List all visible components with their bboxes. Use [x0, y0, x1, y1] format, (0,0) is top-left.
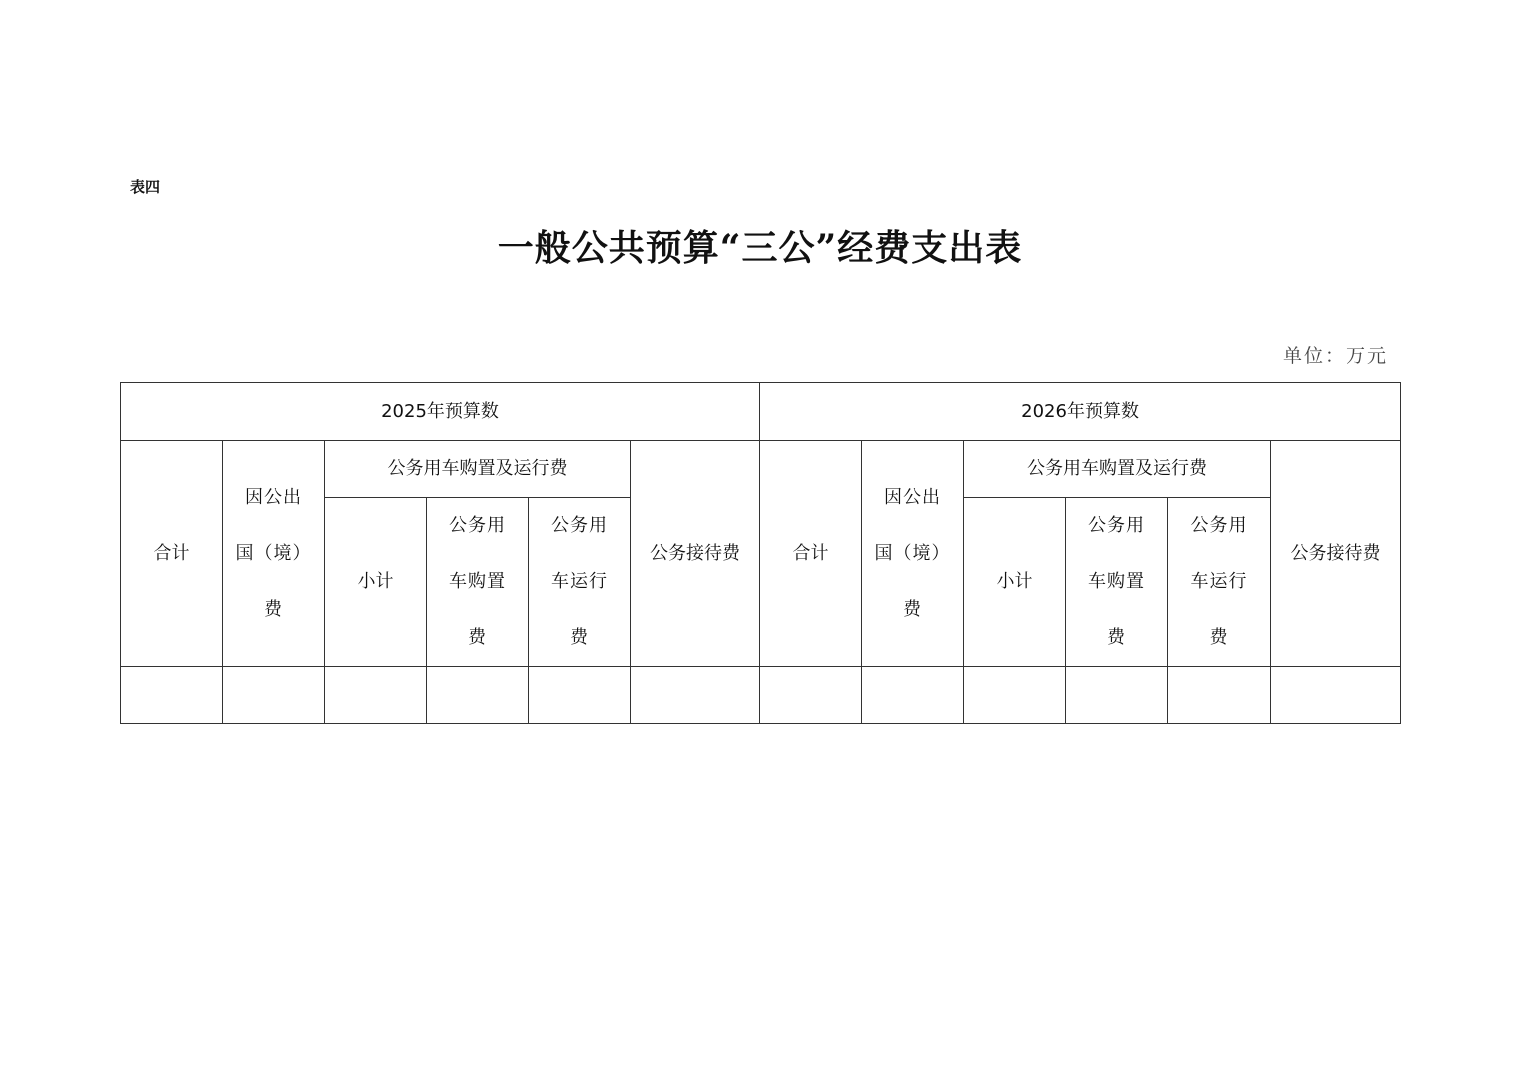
- header-abroad-line: 因公出: [884, 486, 942, 508]
- document-title: 一般公共预算“三公”经费支出表: [497, 227, 1023, 269]
- data-cell: [325, 667, 427, 724]
- header-vehicle-operation: [529, 498, 631, 667]
- header-vehicle-operation-line: 公务用: [1190, 515, 1248, 536]
- data-cell: [1271, 667, 1401, 724]
- data-cell: [529, 667, 631, 724]
- header-abroad-line: 国（境）: [874, 542, 951, 564]
- data-cell: [631, 667, 760, 724]
- table-row: [121, 667, 1401, 724]
- year-header-2025: 2025年预算数: [121, 383, 760, 441]
- data-cell: [862, 667, 964, 724]
- header-subtotal: 小计: [325, 498, 427, 667]
- header-subtotal: 小计: [964, 498, 1066, 667]
- header-reception-fee: 公务接待费: [631, 441, 760, 667]
- header-abroad-line: 费: [903, 598, 923, 620]
- header-vehicle-group: 公务用车购置及运行费: [325, 441, 631, 498]
- header-abroad-line: 国（境）: [235, 542, 312, 564]
- header-vehicle-operation-line: 车运行: [1190, 571, 1248, 592]
- header-vehicle-purchase-line: 公务用: [1088, 515, 1146, 536]
- data-cell: [1066, 667, 1168, 724]
- data-cell: [760, 667, 862, 724]
- header-vehicle-purchase: [1066, 498, 1168, 667]
- header-vehicle-operation-line: 车运行: [551, 571, 608, 592]
- data-cell: [121, 667, 223, 724]
- three-public-expenditure-table: [120, 382, 1401, 724]
- year-header-2026: 2026年预算数: [760, 383, 1401, 441]
- header-vehicle-operation-line: 费: [1209, 627, 1229, 648]
- header-abroad-line: 费: [264, 598, 283, 620]
- header-abroad-fee: [223, 441, 325, 667]
- data-cell: [1168, 667, 1271, 724]
- unit-label: 单位：万元: [1282, 345, 1388, 367]
- data-cell: [964, 667, 1066, 724]
- header-vehicle-operation-line: 费: [570, 627, 589, 648]
- header-vehicle-purchase-line: 车购置: [449, 571, 506, 592]
- header-abroad-fee: [862, 441, 964, 667]
- header-total: 合计: [760, 441, 862, 667]
- data-cell: [223, 667, 325, 724]
- header-reception-fee: 公务接待费: [1271, 441, 1401, 667]
- header-vehicle-purchase-line: 公务用: [449, 515, 506, 536]
- header-vehicle-operation-line: 公务用: [551, 515, 608, 536]
- header-vehicle-purchase-line: 车购置: [1088, 571, 1146, 592]
- data-cell: [427, 667, 529, 724]
- header-vehicle-purchase-line: 费: [1107, 627, 1127, 648]
- header-total: 合计: [121, 441, 223, 667]
- header-abroad-line: 因公出: [245, 486, 302, 508]
- header-vehicle-purchase-line: 费: [468, 627, 487, 648]
- header-vehicle-group: 公务用车购置及运行费: [964, 441, 1271, 498]
- table-number-label: 表四: [130, 178, 161, 196]
- header-vehicle-operation: [1168, 498, 1271, 667]
- header-vehicle-purchase: [427, 498, 529, 667]
